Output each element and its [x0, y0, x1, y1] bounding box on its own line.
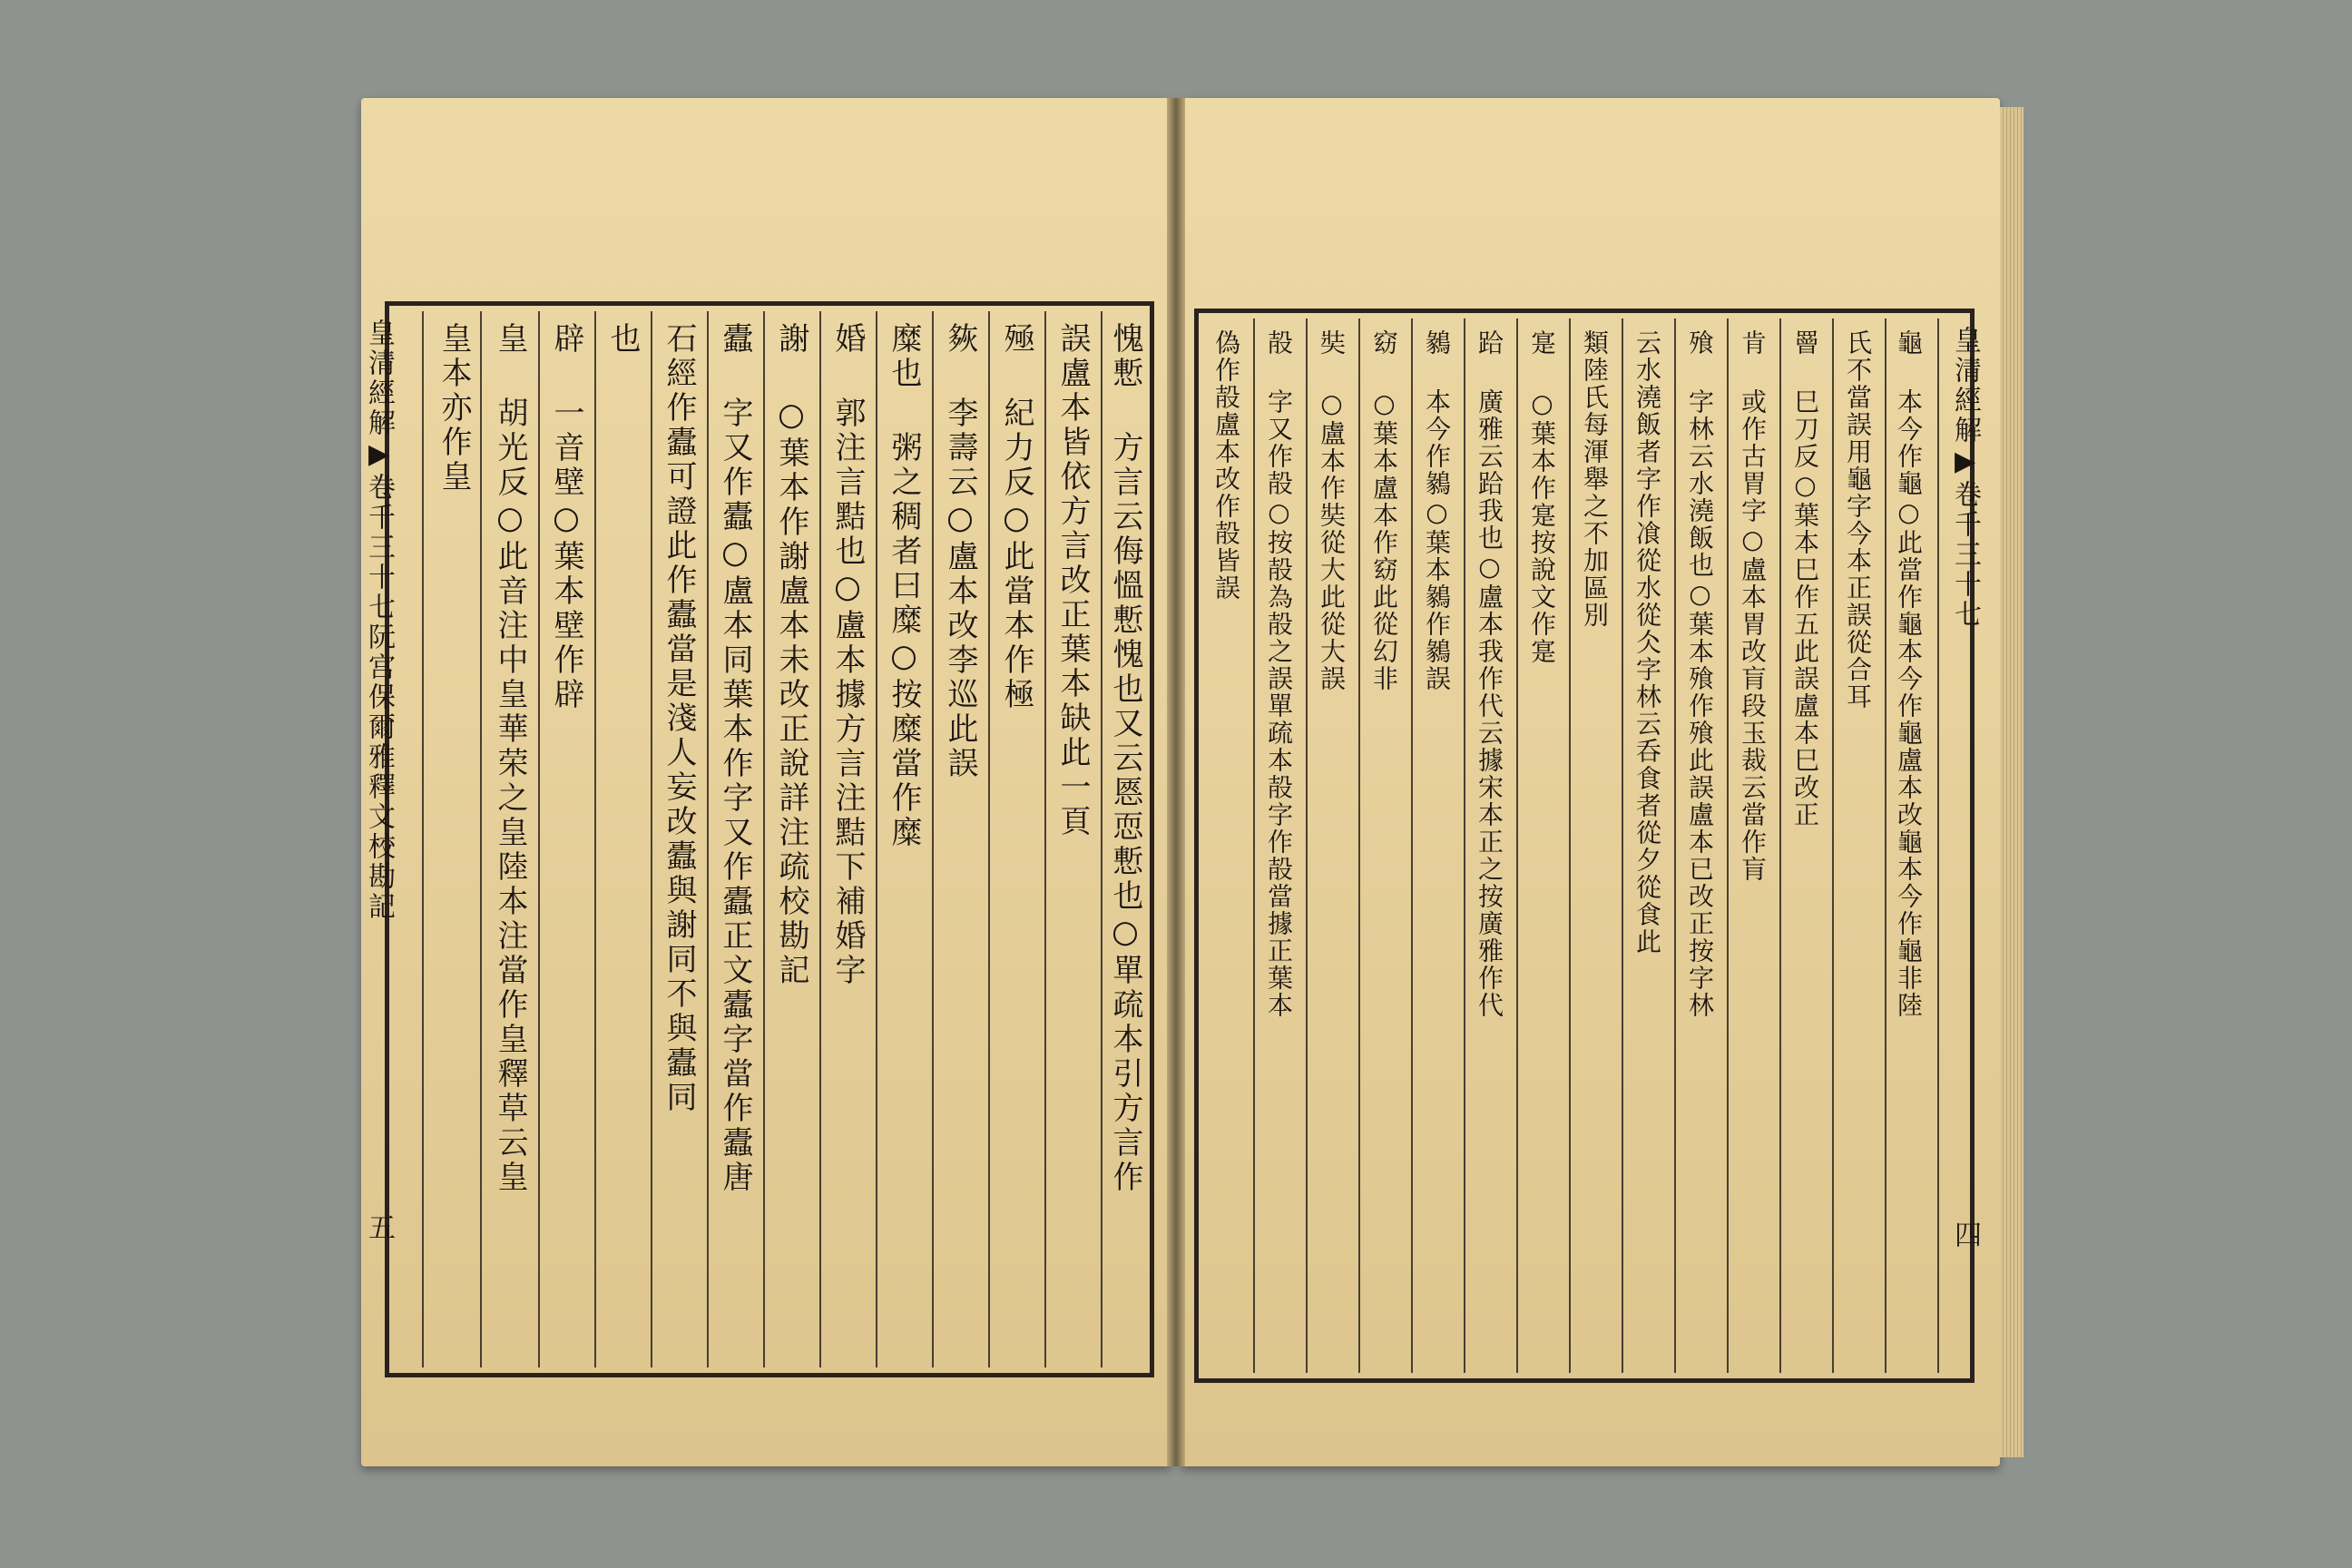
right-fold-label: 皇清經解▶卷千三十七 [1949, 326, 1981, 630]
left-column-1: 愧慙 方言云侮慍慙愧也又云㥦恧慙也○單疏本引方言作 [1107, 322, 1143, 1195]
left-column-10: 也 [604, 322, 641, 357]
right-column-7: 類陸氏每渾舉之不加區別 [1580, 329, 1610, 629]
right-column-14: 偽作㱿盧本改作㱿皆誤 [1211, 329, 1241, 602]
left-column-9: 石經作蠹可證此作蠹當是淺人妄改蠹與謝同不與蠹同 [661, 322, 697, 1115]
book-gutter [1167, 98, 1185, 1466]
left-column-13: 皇本亦作皇 [436, 322, 472, 495]
right-column-8: 寔 ○葉本作寔按說文作寔 [1527, 329, 1557, 665]
left-column-7: 謝 ○葉本作謝盧本未改正說詳注疏校勘記 [773, 322, 809, 988]
right-column-9: 跲 廣雅云跲我也○盧本我作代云據宋本正之按廣雅作代 [1475, 329, 1504, 1019]
page-edges [2000, 107, 2024, 1457]
right-column-12: 奘 ○盧本作奘從大此從大誤 [1317, 329, 1347, 692]
right-column-2: 氏不當誤用龜字今本正誤從合耳 [1843, 329, 1873, 710]
right-column-6: 云水澆飯者字作飡從水從仌字林云呑食者從夕從食此 [1632, 329, 1662, 956]
left-column-8: 蠹 字又作蠹○盧本同葉本作字又作蠹正文蠹字當作蠹唐 [717, 322, 753, 1195]
left-column-4: 㷇 李壽云○盧本改李巡此誤 [942, 322, 978, 781]
right-column-5: 飱 字林云水澆飯也○葉本飱作飱此誤盧本已改正按字林 [1685, 329, 1715, 1019]
right-column-11: 窈 ○葉本盧本作窈此從幻非 [1369, 329, 1399, 692]
left-column-3: 殛 紀力反○此當本作極 [998, 322, 1034, 712]
right-column-1: 龜 本今作龜○此當作龜本今作龜盧本改龜本今作龜非陸 [1894, 329, 1924, 1019]
left-text-frame [363, 301, 1154, 1377]
left-column-2: 誤盧本皆依方言改正葉本缺此一頁 [1054, 322, 1091, 839]
left-column-6: 婚 郭注言黠也○盧本據方言注黠下補婚字 [829, 322, 866, 988]
left-column-11: 辟 一音壁○葉本壁作辟 [548, 322, 584, 712]
left-column-12: 皇 胡光反○此音注中皇華荣之皇陸本注當作皇釋草云皇 [492, 322, 528, 1195]
left-folio-number: 五 [363, 1213, 395, 1243]
right-column-3: 罾 巳刀反○葉本巳作五此誤盧本巳改正 [1790, 329, 1820, 828]
right-column-4: 肯 或作古胃字○盧本胃改肓段玉裁云當作肓 [1738, 329, 1768, 883]
right-folio-number: 四 [1949, 1220, 1981, 1250]
right-column-13: 㱿 字又作㱿○按㱿為㱿之誤單疏本㱿字作㱿當據正葉本 [1264, 329, 1294, 1019]
right-column-10: 鶨 本今作鶨○葉本鶨作鶨誤 [1422, 329, 1452, 692]
left-fold-label: 皇清經解▶卷千三十七阮宫保爾雅釋文校勘記 [363, 318, 395, 922]
right-text-frame [1194, 309, 1981, 1383]
left-column-5: 糜也 粥之稠者曰糜○按糜當作糜 [886, 322, 922, 850]
